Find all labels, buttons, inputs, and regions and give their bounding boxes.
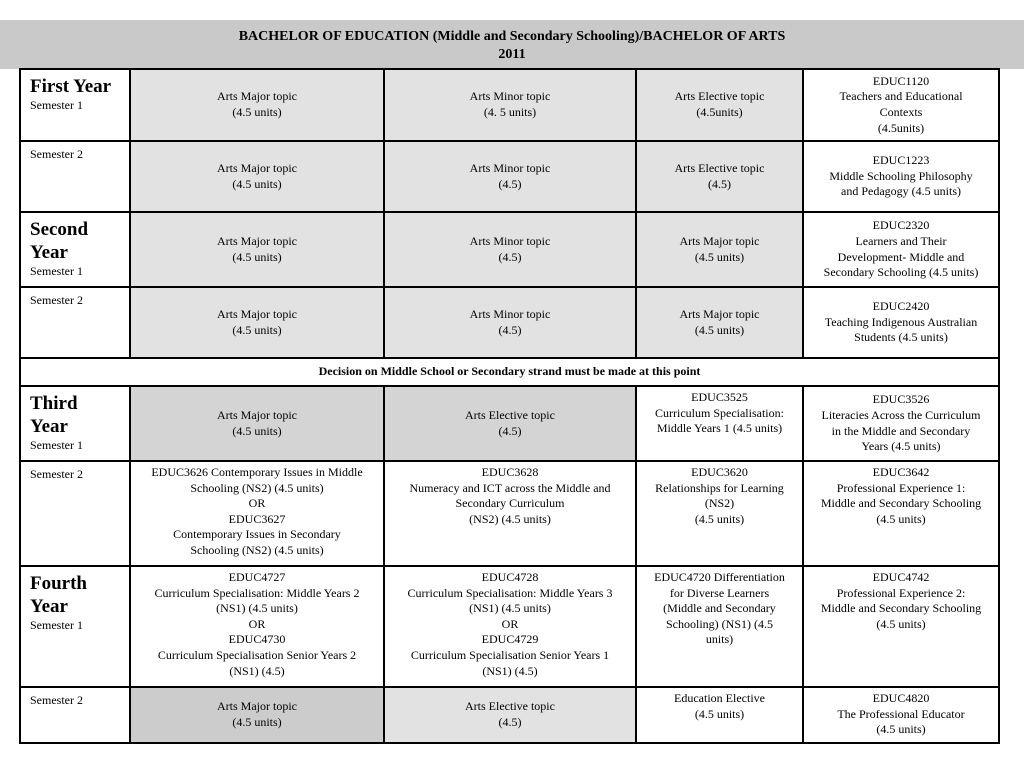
table-row	[20, 141, 999, 212]
course-cell: EDUC1223 Middle Schooling Philosophy and Pedagogy (4.5 units)	[803, 141, 999, 212]
course-cell: Arts Major topic (4.5 units)	[130, 69, 384, 141]
semester-label: Semester 2	[30, 693, 83, 707]
course-cell: Arts Minor topic (4.5)	[384, 212, 636, 287]
row-label-first-year-sem1	[20, 69, 130, 141]
table-row	[20, 386, 999, 461]
course-cell: Arts Major topic (4.5 units)	[130, 141, 384, 212]
row-label-third-year-sem2	[20, 461, 130, 566]
course-cell: EDUC4742 Professional Experience 2: Middle and Secondary Schooling (4.5 units)	[803, 566, 999, 687]
course-cell: EDUC3628 Numeracy and ICT across the Middle and Secondary Curriculum (NS2) (4.5 units)	[384, 461, 636, 566]
semester-label: Semester 2	[30, 467, 83, 481]
course-cell: Arts Elective topic (4.5units)	[636, 69, 803, 141]
row-label-second-year-sem2	[20, 287, 130, 358]
row-label-fourth-year-sem1	[20, 566, 130, 687]
course-cell: EDUC4728 Curriculum Specialisation: Middle Years 3 (NS1) (4.5 units) OR EDUC4729 Curriculum Specialisation Senior Years 1 (NS1) (4.5)	[384, 566, 636, 687]
table-row	[20, 461, 999, 566]
course-cell: Arts Major topic (4.5 units)	[636, 287, 803, 358]
course-cell: EDUC2320 Learners and Their Development- Middle and Secondary Schooling (4.5 units)	[803, 212, 999, 287]
table-row	[20, 287, 999, 358]
year-heading: Fourth	[30, 573, 87, 594]
course-cell: EDUC2420 Teaching Indigenous Australian Students (4.5 units)	[803, 287, 999, 358]
course-cell: EDUC3642 Professional Experience 1: Middle and Secondary Schooling (4.5 units)	[803, 461, 999, 566]
year-heading: Year	[30, 416, 68, 437]
course-cell: EDUC1120 Teachers and Educational Contexts (4.5units)	[803, 69, 999, 141]
course-cell: Arts Major topic (4.5 units)	[130, 687, 384, 743]
course-cell: EDUC4727 Curriculum Specialisation: Middle Years 2 (NS1) (4.5 units) OR EDUC4730 Curriculum Specialisation Senior Years 2 (NS1) (4.5)	[130, 566, 384, 687]
course-cell: Arts Major topic (4.5 units)	[130, 287, 384, 358]
course-cell: Arts Minor topic (4.5)	[384, 287, 636, 358]
course-cell: Arts Minor topic (4. 5 units)	[384, 69, 636, 141]
header-title: BACHELOR OF EDUCATION (Middle and Secondary Schooling)/BACHELOR OF ARTS	[238, 29, 786, 44]
course-cell: EDUC3526 Literacies Across the Curriculum in the Middle and Secondary Years (4.5 units)	[803, 386, 999, 461]
table-row	[20, 358, 999, 386]
year-heading: Second	[30, 219, 89, 240]
year-heading: Year	[30, 242, 68, 263]
course-cell: Arts Minor topic (4.5)	[384, 141, 636, 212]
header-year: 2011	[498, 47, 526, 62]
semester-label: Semester 2	[30, 147, 83, 161]
course-cell: Arts Elective topic (4.5)	[384, 687, 636, 743]
row-label-second-year-sem1	[20, 212, 130, 287]
course-cell: Arts Major topic (4.5 units)	[130, 212, 384, 287]
course-cell: EDUC3525 Curriculum Specialisation: Middle Years 1 (4.5 units)	[636, 386, 803, 461]
row-label-third-year-sem1	[20, 386, 130, 461]
year-heading: First Year	[30, 76, 112, 97]
semester-label: Semester 1	[30, 98, 83, 112]
course-plan-table	[19, 68, 1000, 744]
row-label-fourth-year-sem2	[20, 687, 130, 743]
page-header	[0, 20, 1024, 69]
course-cell: Education Elective (4.5 units)	[636, 687, 803, 743]
course-cell: Arts Major topic (4.5 units)	[636, 212, 803, 287]
table-row	[20, 566, 999, 687]
table-row	[20, 212, 999, 287]
semester-label: Semester 2	[30, 293, 83, 307]
table-row	[20, 687, 999, 743]
semester-label: Semester 1	[30, 264, 83, 278]
row-label-first-year-sem2	[20, 141, 130, 212]
course-cell: Arts Major topic (4.5 units)	[130, 386, 384, 461]
course-cell: EDUC3626 Contemporary Issues in Middle Schooling (NS2) (4.5 units) OR EDUC3627 Contemporary Issues in Secondary Schooling (NS2) (4.5 units)	[130, 461, 384, 566]
course-cell: EDUC4820 The Professional Educator (4.5 units)	[803, 687, 999, 743]
semester-label: Semester 1	[30, 618, 83, 632]
course-cell: Arts Elective topic (4.5)	[636, 141, 803, 212]
year-heading: Year	[30, 596, 68, 617]
course-cell: EDUC3620 Relationships for Learning (NS2) (4.5 units)	[636, 461, 803, 566]
year-heading: Third	[30, 393, 78, 414]
table-row	[20, 69, 999, 141]
strand-decision-note: Decision on Middle School or Secondary strand must be made at this point	[20, 358, 999, 386]
semester-label: Semester 1	[30, 438, 83, 452]
course-cell: Arts Elective topic (4.5)	[384, 386, 636, 461]
course-cell: EDUC4720 Differentiation for Diverse Learners (Middle and Secondary Schooling) (NS1) (4.5 units)	[636, 566, 803, 687]
